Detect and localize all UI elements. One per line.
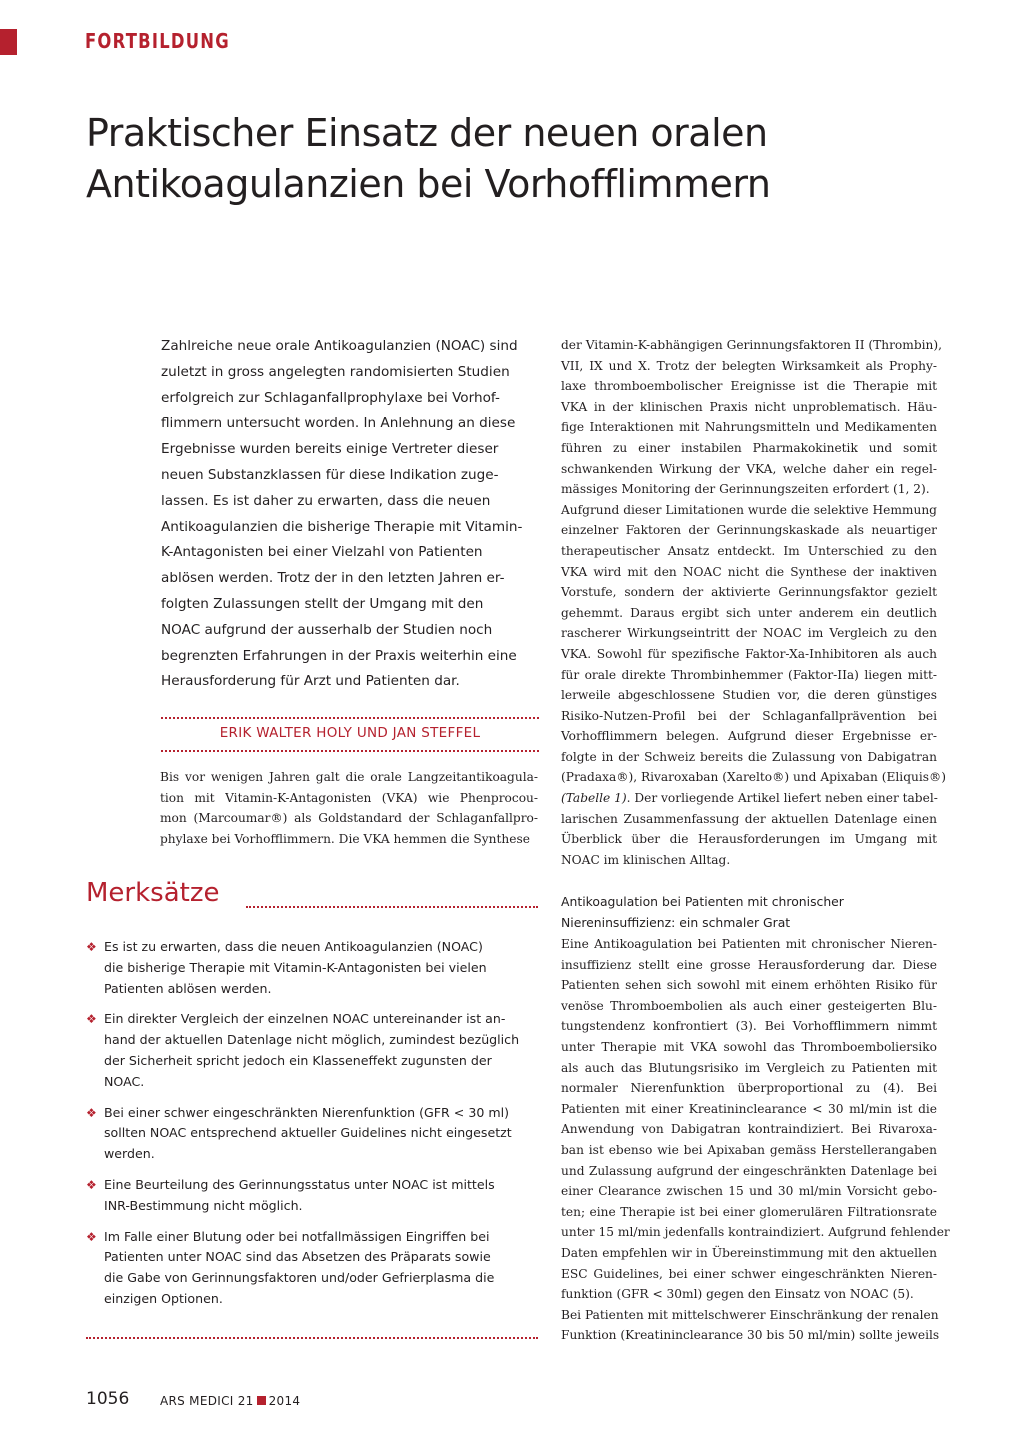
lead-line: begrenzten Erfahrungen in der Praxis weiterhin eine xyxy=(161,647,517,664)
lead-line: Antikoagulanzien die bisherige Therapie mit Vitamin- xyxy=(161,518,523,535)
lead-paragraph xyxy=(161,334,539,695)
body-line: Patienten sehen sich sowohl mit einem erhöhten Risiko für xyxy=(561,978,937,993)
section-color-marker xyxy=(0,29,17,55)
lead-line: Herausforderung für Arzt und Patienten dar. xyxy=(161,673,460,690)
body-line: einzelner Faktoren der Gerinnungskaskade als neuartiger xyxy=(561,523,937,538)
body-line: normaler Nierenfunktion überproportional zu (4). Bei xyxy=(561,1081,937,1096)
diamond-bullet-icon: ❖ xyxy=(86,1012,97,1027)
merksatz-line: Ein direkter Vergleich der einzelnen NOAC untereinander ist an- xyxy=(104,1011,506,1027)
lead-line: K-Antagonisten bei einer Vielzahl von Patienten xyxy=(161,544,483,561)
body-line: und Zulassung aufgrund der eingeschränkten Datenlage bei xyxy=(561,1163,937,1178)
body-line: Daten empfehlen wir in Übereinstimmung mit den aktuellen xyxy=(561,1245,937,1260)
lead-line: flimmern untersucht worden. In Anlehnung an diese xyxy=(161,415,516,432)
merksatz-item xyxy=(86,1103,536,1165)
body-line: der Vitamin-K-abhängigen Gerinnungsfaktoren II (Thrombin), xyxy=(561,338,943,352)
body-line: Eine Antikoagulation bei Patienten mit chronischer Nieren- xyxy=(561,937,937,951)
lead-line: erfolgreich zur Schlaganfallprophylaxe bei Vorhof- xyxy=(161,389,500,406)
merksaetze-heading-dots xyxy=(246,906,538,908)
body-line: Anwendung von Dabigatran kontraindiziert. Bei Rivaroxa- xyxy=(561,1122,937,1137)
body-column-right-continued xyxy=(561,934,950,1346)
body-line: Aufgrund dieser Limitationen wurde die selektive Hemmung xyxy=(561,502,937,517)
merksatz-line: Im Falle einer Blutung oder bei notfallmässigen Eingriffen bei xyxy=(104,1228,490,1244)
merksatz-line: hand der aktuellen Datenlage nicht möglich, zumindest bezüglich xyxy=(104,1032,520,1048)
body-line: Risiko-Nutzen-Profil bei der Schlaganfallprävention bei xyxy=(561,708,937,723)
body-line: folgte in der Schweiz bereits die Zulassung von Dabigatran xyxy=(561,749,937,764)
section-label: FORTBILDUNG xyxy=(85,29,230,53)
authors-divider-top xyxy=(161,717,539,719)
intro-line: Bis vor wenigen Jahren galt die orale Langzeitantikoagula- xyxy=(160,770,538,784)
body-line: laxe thromboembolischer Ereignisse ist die Therapie mit xyxy=(561,379,937,394)
diamond-bullet-icon: ❖ xyxy=(86,1229,97,1244)
merksaetze-list xyxy=(86,937,536,1320)
merksatz-line: einzigen Optionen. xyxy=(104,1290,223,1306)
body-column-right xyxy=(561,335,946,870)
merksaetze-heading: Merksätze xyxy=(86,878,220,908)
journal-year: 2014 xyxy=(268,1394,301,1408)
article-title xyxy=(86,108,966,210)
lead-line: ablösen werden. Trotz der in den letzten Jahren er- xyxy=(161,570,505,587)
intro-paragraph xyxy=(160,767,538,849)
body-line: Bei Patienten mit mittelschwerer Einschränkung der renalen xyxy=(561,1307,939,1322)
merksatz-line: der Sicherheit spricht jedoch ein Klasseneffekt zugunsten der xyxy=(104,1052,492,1068)
lead-line: NOAC aufgrund der ausserhalb der Studien noch xyxy=(161,621,493,638)
intro-line: phylaxe bei Vorhofflimmern. Die VKA hemmen die Synthese xyxy=(160,831,530,846)
body-line: unter Therapie mit VKA sowohl das Thromboemboliersiko xyxy=(561,1039,937,1054)
title-line: Praktischer Einsatz der neuen oralen xyxy=(86,111,768,155)
body-line: gehemmt. Daraus ergibt sich unter anderem ein deutlich xyxy=(561,605,937,620)
title-line: Antikoagulanzien bei Vorhofflimmern xyxy=(86,162,771,206)
merksatz-line: die Gabe von Gerinnungsfaktoren und/oder Gefrierplasma die xyxy=(104,1270,495,1286)
body-line: VKA wird mit den NOAC nicht die Synthese der inaktiven xyxy=(561,564,937,579)
body-line: Patienten mit einer Kreatininclearance < 30 ml/min ist die xyxy=(561,1101,937,1116)
body-line: funktion (GFR < 30ml) gegen den Einsatz von NOAC (5). xyxy=(561,1287,914,1302)
merksatz-line: sollten NOAC entsprechend aktueller Guidelines nicht eingesetzt xyxy=(104,1125,512,1141)
merksatz-line: Bei einer schwer eingeschränkten Nierenfunktion (GFR < 30 ml) xyxy=(104,1104,510,1120)
merksatz-item xyxy=(86,1175,536,1217)
body-line: venöse Thromboembolien als auch einer gesteigerten Blu- xyxy=(561,998,937,1013)
lead-line: Ergebnisse wurden bereits einige Vertreter dieser xyxy=(161,441,499,458)
body-line: ban ist ebenso wie bei Apixaban gemäss Herstellerangaben xyxy=(561,1142,937,1157)
body-line: (Pradaxa®), Rivaroxaban (Xarelto®) und Apixaban (Eliquis®) xyxy=(561,770,946,785)
authors-divider-bottom xyxy=(161,750,539,752)
body-line: therapeutischer Ansatz entdeckt. Im Unterschied zu den xyxy=(561,543,937,558)
intro-line: mon (Marcoumar®) als Goldstandard der Schlaganfallpro- xyxy=(160,811,538,826)
body-line: rascherer Wirkungseintritt der NOAC im Vergleich zu den xyxy=(561,626,937,641)
body-line: larischen Zusammenfassung der aktuellen Datenlage einen xyxy=(561,811,937,826)
table-reference: (Tabelle 1) xyxy=(561,791,627,806)
body-line: Überblick über die Herausforderungen im Umgang mit xyxy=(561,832,937,847)
subheading-line: Antikoagulation bei Patienten mit chronischer xyxy=(561,894,844,909)
merksatz-item xyxy=(86,937,536,999)
lead-line: neuen Substanzklassen für diese Indikation zuge- xyxy=(161,466,499,483)
lead-line: lassen. Es ist daher zu erwarten, dass die neuen xyxy=(161,492,491,509)
merksatz-line: Patienten unter NOAC sind das Absetzen des Präparats sowie xyxy=(104,1249,491,1265)
body-line: einer Clearance zwischen 15 und 30 ml/min Vorsicht gebo- xyxy=(561,1184,937,1199)
lead-line: zuletzt in gross angelegten randomisierten Studien xyxy=(161,363,510,380)
merksatz-line: Es ist zu erwarten, dass die neuen Antikoagulanzien (NOAC) xyxy=(104,939,483,954)
body-line: VKA. Sowohl für spezifische Faktor-Xa-Inhibitoren als auch xyxy=(561,646,937,661)
body-line: mässiges Monitoring der Gerinnungszeiten erfordert (1, 2). xyxy=(561,482,930,497)
lead-line: folgten Zulassungen stellt der Umgang mit den xyxy=(161,595,484,612)
diamond-bullet-icon: ❖ xyxy=(86,1105,97,1120)
body-line: schwankenden Wirkung der VKA, welche daher ein regel- xyxy=(561,461,937,476)
body-line: für orale direkte Thrombinhemmer (Faktor-IIa) liegen mitt- xyxy=(561,667,937,682)
body-line: Vorstufe, sondern der aktivierte Gerinnungsfaktor gezielt xyxy=(561,585,937,600)
body-line: Vorhofflimmern belegen. Aufgrund dieser Ergebnisse er- xyxy=(561,729,937,744)
merksatz-line: werden. xyxy=(104,1146,155,1162)
body-line: ESC Guidelines, bei einer schwer eingeschränkten Nieren- xyxy=(561,1266,937,1281)
merksatz-line: Eine Beurteilung des Gerinnungsstatus unter NOAC ist mittels xyxy=(104,1176,495,1192)
body-line: unter 15 ml/min jedenfalls kontraindiziert. Aufgrund fehlender xyxy=(561,1225,950,1240)
merksatz-line: Patienten ablösen werden. xyxy=(104,980,272,996)
body-line: VKA in der klinischen Praxis nicht unproblematisch. Häu- xyxy=(561,399,937,414)
body-line: tungstendenz konfrontiert (3). Bei Vorhofflimmern nimmt xyxy=(561,1019,937,1034)
body-line: als auch das Blutungsrisiko im Vergleich zu Patienten mit xyxy=(561,1060,937,1075)
merksatz-item xyxy=(86,1227,536,1310)
merksatz-item xyxy=(86,1009,536,1092)
subheading-line: Niereninsuffizienz: ein schmaler Grat xyxy=(561,914,791,930)
body-line: NOAC im klinischen Alltag. xyxy=(561,852,731,867)
lead-line: Zahlreiche neue orale Antikoagulanzien (NOAC) sind xyxy=(161,338,518,354)
intro-line: tion mit Vitamin-K-Antagonisten (VKA) wie Phenprocou- xyxy=(160,790,538,805)
body-line: lerweile abgeschlossene Studien vor, die deren günstiges xyxy=(561,688,937,703)
body-line: insuffizienz stellt eine grosse Herausforderung dar. Diese xyxy=(561,957,937,972)
authors: ERIK WALTER HOLY UND JAN STEFFEL xyxy=(219,725,481,741)
page-number: 1056 xyxy=(86,1389,130,1409)
body-line: fige Interaktionen mit Nahrungsmitteln und Medikamenten xyxy=(561,420,937,435)
merksatz-line: die bisherige Therapie mit Vitamin-K-Antagonisten bei vielen xyxy=(104,959,487,975)
journal-info xyxy=(160,1394,300,1408)
body-line: (Tabelle 1). Der vorliegende Artikel liefert neben einer tabel- xyxy=(561,791,938,806)
body-line: VII, IX und X. Trotz der belegten Wirksamkeit als Prophy- xyxy=(561,358,937,373)
diamond-bullet-icon: ❖ xyxy=(86,940,97,954)
subheading xyxy=(561,892,937,933)
merksatz-line: INR-Bestimmung nicht möglich. xyxy=(104,1197,303,1213)
diamond-bullet-icon: ❖ xyxy=(86,1177,97,1192)
body-line: Funktion (Kreatininclearance 30 bis 50 ml/min) sollte jeweils xyxy=(561,1328,940,1343)
merksaetze-bottom-divider xyxy=(86,1337,538,1339)
merksatz-line: NOAC. xyxy=(104,1073,145,1089)
body-line: führen zu einer instabilen Pharmakokinetik und somit xyxy=(561,440,937,455)
journal-separator-square xyxy=(257,1396,266,1405)
journal-name: ARS MEDICI 21 xyxy=(160,1394,254,1408)
body-line: ten; eine Therapie ist bei einer glomerulären Filtrationsrate xyxy=(561,1204,937,1219)
